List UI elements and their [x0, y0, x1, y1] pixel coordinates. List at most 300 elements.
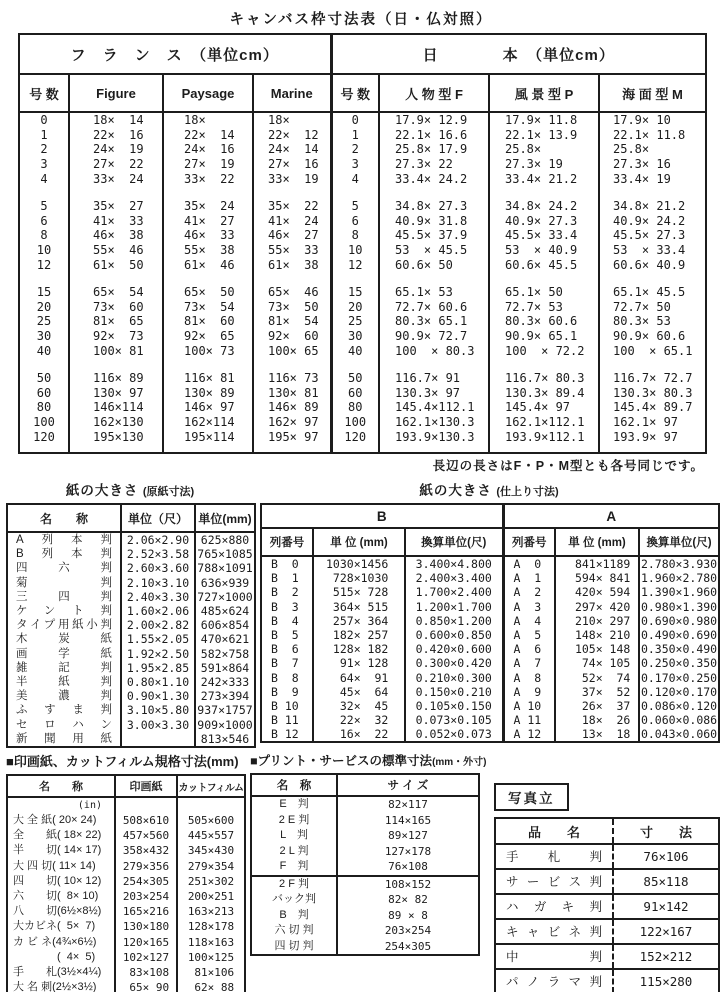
mm-size-cell: 594× 841 [555, 571, 639, 585]
stand-size-cell: 91×142 [613, 894, 719, 919]
size-number-cell: 100 [331, 415, 379, 430]
size-number-cell: 60 [331, 386, 379, 401]
mm-size-cell: 937×1757 [195, 703, 255, 717]
mm-size-cell: 485×624 [195, 604, 255, 618]
dimension-cell: 73× 54 [163, 300, 253, 315]
mm-size-cell: 22× 32 [313, 713, 405, 727]
dimension-cell: 145.4× 89.7 [599, 400, 706, 415]
dimension-cell: 100× 65 [253, 343, 331, 358]
service-size-cell: 89×127 [337, 828, 479, 844]
size-number-cell: 80 [36, 400, 52, 415]
series-number-cell: B 9 [271, 684, 299, 699]
photo-stand-size-table [494, 817, 720, 992]
stand-size-cell: 122×167 [613, 919, 719, 944]
paper-size-row [7, 618, 255, 632]
dimension-cell: 81× 65 [69, 314, 163, 329]
size-number-cell: 100 [33, 414, 55, 429]
canvas-size-row [19, 314, 706, 329]
finished-column-header: 換算単位(尺) [405, 528, 503, 556]
shaku-size-cell: 2.60×3.60 [121, 561, 195, 575]
dimension-cell: 34.8× 21.2 [599, 199, 706, 214]
mm-size-cell: 1030×1456 [313, 556, 405, 571]
stand-size-cell: 115×280 [613, 969, 719, 992]
dimension-cell: 25.8× 17.9 [379, 142, 489, 157]
dimension-cell: 33× 24 [69, 171, 163, 186]
paper-name-cell: セロハン [16, 718, 112, 731]
size-number-cell: 30 [331, 329, 379, 344]
photo-stand-column-header: 寸 法 [613, 818, 719, 844]
spacer-cell [331, 272, 379, 285]
dimension-cell: 92× 65 [163, 329, 253, 344]
finished-size-row [261, 727, 719, 742]
photo-print-section [6, 751, 244, 992]
shaku-size-cell: 2.10×3.10 [121, 576, 195, 590]
size-number-cell: 3 [331, 157, 379, 172]
dimension-cell: 35× 24 [163, 199, 253, 214]
dimension-cell: 53 × 33.4 [599, 243, 706, 258]
dimension-cell: 72.7× 53 [489, 300, 599, 315]
dimension-cell: 17.9× 10 [599, 112, 706, 128]
dimension-cell: 17.9× 11.8 [489, 112, 599, 128]
print-service-row [251, 908, 479, 924]
series-number-cell: B 5 [271, 628, 299, 643]
dimension-cell: 60.6× 50 [379, 257, 489, 272]
paper-size-cell: 457×560 [115, 828, 177, 843]
dimension-cell: 162×130 [69, 415, 163, 430]
service-size-cell: 114×165 [337, 813, 479, 829]
canvas-size-row [19, 285, 706, 300]
size-number-cell: 4 [331, 171, 379, 186]
spacer-cell [379, 358, 489, 371]
service-size-cell: 82×117 [337, 796, 479, 813]
film-size-cell: 279×354 [177, 859, 245, 874]
mm-size-cell: 591×864 [195, 661, 255, 675]
dimension-cell: 22.1× 16.6 [379, 128, 489, 143]
spacer-cell [331, 186, 379, 199]
shaku-size-cell: 0.210×0.300 [405, 671, 503, 685]
mm-size-cell: 37× 52 [555, 685, 639, 699]
size-number-cell: 10 [331, 243, 379, 258]
empty-cell [115, 797, 177, 813]
size-number-cell: 8 [40, 228, 48, 243]
dimension-cell: 100× 81 [69, 343, 163, 358]
dimension-cell: 92× 60 [253, 329, 331, 344]
stand-name-cell: キャビネ判 [495, 919, 613, 944]
print-name-cell: 八 切(6½×8½) [13, 905, 102, 918]
dimension-cell: 65.1× 53 [379, 285, 489, 300]
shaku-size-cell: 1.700×2.400 [405, 585, 503, 599]
dimension-cell: 73× 50 [253, 300, 331, 315]
dimension-cell: 130× 81 [253, 386, 331, 401]
dimension-cell: 22.1× 13.9 [489, 128, 599, 143]
shaku-size-cell: 1.200×1.700 [405, 600, 503, 614]
paper-name-cell: 美濃判 [16, 690, 112, 703]
raw-paper-header-row [7, 504, 255, 532]
size-number-cell: 1 [40, 127, 48, 142]
spacer-cell [489, 186, 599, 199]
dimension-cell: 92× 73 [69, 329, 163, 344]
paper-size-cell: 508×610 [115, 813, 177, 828]
finished-paper-size-table [260, 503, 720, 743]
dimension-cell: 61× 46 [163, 257, 253, 272]
dimension-cell: 130× 89 [163, 386, 253, 401]
service-name-cell: 2 F 判 [251, 876, 337, 893]
dimension-cell: 41× 27 [163, 214, 253, 229]
spacer-cell [19, 186, 69, 199]
print-name-cell: 半 切( 14× 17) [13, 844, 102, 857]
shaku-size-cell: 2.780×3.930 [640, 557, 718, 572]
japan-header: 日 本 （単位cm） [331, 34, 706, 74]
dimension-cell: 60.6× 40.9 [599, 257, 706, 272]
dimension-cell: 27.3× 19 [489, 157, 599, 172]
mm-size-cell: 606×854 [195, 618, 255, 632]
print-name-cell: 大 四 切( 11× 14) [13, 859, 96, 872]
shaku-size-cell: 3.10×5.80 [121, 703, 195, 717]
paper-size-cell: 279×356 [115, 859, 177, 874]
mm-size-cell: 182× 257 [313, 628, 405, 642]
canvas-size-row [19, 199, 706, 214]
shaku-size-cell: 0.300×0.420 [405, 656, 503, 670]
dimension-cell: 195×114 [163, 429, 253, 444]
stand-name-cell: サービス判 [495, 869, 613, 894]
shaku-size-cell: 0.073×0.105 [405, 713, 503, 727]
photo-print-row [7, 889, 245, 904]
photo-print-row [7, 813, 245, 828]
dimension-cell: 65× 50 [163, 285, 253, 300]
shaku-size-cell: 0.250×0.350 [640, 656, 718, 671]
dimension-cell: 130× 97 [69, 386, 163, 401]
mm-size-cell: 128× 182 [313, 642, 405, 656]
mm-size-cell: 74× 105 [555, 656, 639, 670]
print-service-row [251, 892, 479, 908]
print-name-cell: ( 4× 5) [13, 950, 96, 963]
paper-name-cell: A列本判 [16, 534, 112, 547]
dimension-cell: 22× 12 [253, 128, 331, 143]
raw-paper-size-table [6, 503, 256, 748]
canvas-column-header: Figure [69, 74, 163, 112]
dimension-cell: 72.7× 60.6 [379, 300, 489, 315]
mm-size-cell: 765×1085 [195, 547, 255, 561]
stand-name-cell: ハ ガ キ 判 [495, 894, 613, 919]
finished-column-header: 単 位 (mm) [555, 528, 639, 556]
paper-size-row [7, 576, 255, 590]
dimension-cell: 72.7× 50 [599, 300, 706, 315]
series-number-cell: B 12 [271, 727, 299, 742]
shaku-size-cell: 1.60×2.06 [121, 604, 195, 618]
mm-size-cell: 515× 728 [313, 585, 405, 599]
dimension-cell: 40.9× 27.3 [489, 214, 599, 229]
paper-name-cell: ふすま判 [16, 704, 112, 717]
shaku-size-cell: 1.92×2.50 [121, 647, 195, 661]
dimension-cell: 34.8× 24.2 [489, 199, 599, 214]
paper-size-cell: 254×305 [115, 874, 177, 889]
canvas-size-row [19, 157, 706, 172]
canvas-table-body [19, 112, 706, 453]
mm-size-cell: 210× 297 [555, 614, 639, 628]
dimension-cell: 65× 46 [253, 285, 331, 300]
paper-name-cell: 画学紙 [16, 647, 112, 660]
service-name-cell: E 判 [279, 798, 309, 811]
canvas-column-header: 人 物 型 F [379, 74, 489, 112]
series-number-cell: A 11 [503, 713, 555, 727]
canvas-size-row [19, 343, 706, 358]
film-size-cell: 100×125 [177, 950, 245, 965]
print-service-title [250, 751, 487, 769]
france-header: フ ラ ン ス （単位cm） [19, 34, 331, 74]
finished-size-row [261, 713, 719, 727]
size-number-cell: 30 [36, 329, 52, 344]
dimension-cell: 33× 19 [253, 171, 331, 186]
dimension-cell: 146× 89 [253, 400, 331, 415]
mm-size-cell: 26× 37 [555, 699, 639, 713]
mm-size-cell: 636×939 [195, 576, 255, 590]
size-number-cell: 15 [36, 285, 52, 300]
size-number-cell: 120 [331, 429, 379, 444]
shaku-size-cell: 0.80×1.10 [121, 675, 195, 689]
shaku-size-cell: 2.00×2.82 [121, 618, 195, 632]
shaku-size-cell: 0.350×0.490 [640, 642, 718, 657]
shaku-size-cell: 0.420×0.600 [405, 642, 503, 656]
photo-stand-label: 写真立 [494, 783, 569, 811]
film-size-cell: 200×251 [177, 889, 245, 904]
dimension-cell: 81× 54 [253, 314, 331, 329]
finished-column-header: 列番号 [503, 528, 555, 556]
paper-size-cell: 83×108 [115, 965, 177, 980]
shaku-size-cell: 0.060×0.086 [640, 713, 718, 728]
spacer-cell [599, 186, 706, 199]
size-number-cell: 5 [331, 199, 379, 214]
mm-size-cell: 64× 91 [313, 671, 405, 685]
finished-column-header: 列番号 [261, 528, 313, 556]
photo-print-row [7, 874, 245, 889]
print-service-table-body [251, 796, 479, 955]
dimension-cell: 27.3× 16 [599, 157, 706, 172]
spacer-cell [253, 444, 331, 453]
dimension-cell: 55× 38 [163, 243, 253, 258]
paper-size-cell: 165×216 [115, 904, 177, 919]
shaku-size-cell: 2.52×3.58 [121, 547, 195, 561]
mm-size-cell: 813×546 [195, 732, 255, 747]
finished-size-row [261, 656, 719, 670]
dimension-cell: 45.5× 37.9 [379, 228, 489, 243]
dimension-cell: 100 × 65.1 [599, 343, 706, 358]
paper-name-cell: 新聞用紙 [16, 732, 112, 745]
spacer-cell [379, 186, 489, 199]
dimension-cell: 24× 19 [69, 142, 163, 157]
canvas-size-row [19, 400, 706, 415]
print-name-cell: 全 紙( 18× 22) [13, 829, 102, 842]
dimension-cell: 27.3× 22 [379, 157, 489, 172]
dimension-cell: 46× 33 [163, 228, 253, 243]
photo-stand-row [495, 844, 719, 869]
dimension-cell: 25.8× [489, 142, 599, 157]
print-name-cell: カ ビ ネ(4¾×6½) [13, 935, 97, 948]
spacer-cell [69, 444, 163, 453]
raw-paper-title [6, 479, 254, 500]
size-number-cell: 20 [331, 300, 379, 315]
dimension-cell: 46× 38 [69, 228, 163, 243]
dimension-cell: 27× 22 [69, 157, 163, 172]
dimension-cell: 55× 33 [253, 243, 331, 258]
spacer-cell [19, 444, 69, 453]
canvas-size-table [18, 33, 707, 454]
dimension-cell: 22× 14 [163, 128, 253, 143]
size-number-cell: 5 [40, 199, 48, 214]
service-size-cell: 82× 82 [337, 892, 479, 908]
mm-size-cell: 841×1189 [555, 556, 639, 571]
dimension-cell: 193.9× 97 [599, 429, 706, 444]
finished-paper-size-section [260, 479, 718, 743]
mm-size-cell: 91× 128 [313, 656, 405, 670]
dimension-cell: 18× 14 [69, 112, 163, 128]
size-number-cell: 40 [331, 343, 379, 358]
dimension-cell: 146×114 [69, 400, 163, 415]
series-number-cell: B 7 [271, 656, 299, 671]
series-number-cell: A 6 [503, 642, 555, 656]
dimension-cell: 46× 27 [253, 228, 331, 243]
size-number-cell: 3 [40, 157, 48, 172]
service-size-cell: 254×305 [337, 939, 479, 956]
shaku-size-cell: 2.400×3.400 [405, 571, 503, 585]
dimension-cell: 116× 73 [253, 371, 331, 386]
dimension-cell: 33.4× 19 [599, 171, 706, 186]
paper-name-cell: 雑記判 [16, 661, 112, 674]
raw-paper-column-header: 単位（尺） [121, 504, 195, 532]
spacer-cell [489, 272, 599, 285]
dimension-cell: 195×130 [69, 429, 163, 444]
service-size-cell: 108×152 [337, 876, 479, 893]
photo-print-row [7, 843, 245, 858]
dimension-cell: 53 × 40.9 [489, 243, 599, 258]
dimension-cell: 33.4× 21.2 [489, 171, 599, 186]
series-number-cell: A 1 [503, 571, 555, 585]
stand-name-cell: 中 判 [495, 944, 613, 969]
film-size-cell: 505×600 [177, 813, 245, 828]
dimension-cell: 130.3× 97 [379, 386, 489, 401]
finished-paper-title-sub: (仕上り寸法) [496, 486, 559, 498]
dimension-cell: 116.7× 80.3 [489, 371, 599, 386]
spacer-cell [163, 186, 253, 199]
canvas-column-header: 号 数 [19, 74, 69, 112]
spacer-cell [331, 358, 379, 371]
country-header-row [19, 34, 706, 74]
shaku-size-cell: 0.086×0.120 [640, 698, 718, 713]
dimension-cell: 80.3× 53 [599, 314, 706, 329]
shaku-size-cell: 0.490×0.690 [640, 628, 718, 643]
dimension-cell: 130.3× 89.4 [489, 386, 599, 401]
dimension-cell: 35× 27 [69, 199, 163, 214]
shaku-size-cell: 0.105×0.150 [405, 699, 503, 713]
paper-size-cell: 203×254 [115, 889, 177, 904]
dimension-cell: 60.6× 45.5 [489, 257, 599, 272]
size-number-cell: 6 [331, 214, 379, 229]
series-number-cell: B 8 [271, 670, 299, 685]
size-number-cell: 2 [331, 142, 379, 157]
shaku-size-cell: 0.980×1.390 [640, 599, 718, 614]
finished-size-row [261, 585, 719, 599]
spacer-cell [253, 272, 331, 285]
dimension-cell: 100 × 72.2 [489, 343, 599, 358]
dimension-cell: 25.8× [599, 142, 706, 157]
print-name-cell: 六 切( 8× 10) [13, 890, 99, 903]
inch-unit-label: (in) [77, 800, 102, 811]
photo-print-row [7, 965, 245, 980]
size-number-cell: 20 [36, 299, 52, 314]
spacer-cell [69, 358, 163, 371]
photo-print-column-header: 印画紙 [115, 775, 177, 797]
dimension-cell: 145.4× 97 [489, 400, 599, 415]
stand-name-cell: パノラマ判 [495, 969, 613, 992]
finished-paper-table-body [261, 556, 719, 742]
series-number-cell: B 2 [271, 585, 299, 600]
paper-size-cell: 65× 90 [115, 980, 177, 992]
series-a-header: A [503, 504, 719, 528]
canvas-size-row [19, 429, 706, 444]
canvas-table-note: 長辺の長さはF・P・M型とも各号同じです。 [432, 459, 704, 473]
service-name-cell: B 判 [279, 908, 309, 921]
shaku-size-cell: 1.960×2.780 [640, 571, 718, 586]
canvas-size-row [19, 112, 706, 128]
dimension-cell: 45.5× 27.3 [599, 228, 706, 243]
dimension-cell: 65.1× 45.5 [599, 285, 706, 300]
spacer-cell [19, 358, 69, 371]
paper-size-row [7, 661, 255, 675]
dimension-cell: 116.7× 72.7 [599, 371, 706, 386]
spacer-cell [331, 444, 379, 453]
print-service-row [251, 859, 479, 876]
dimension-cell: 81× 60 [163, 314, 253, 329]
dimension-cell: 116× 81 [163, 371, 253, 386]
dimension-cell: 24× 14 [253, 142, 331, 157]
shaku-size-cell: 2.06×2.90 [121, 532, 195, 547]
group-gap-row [19, 358, 706, 371]
paper-name-cell: 三四判 [16, 590, 112, 603]
service-name-cell: 2 L 判 [279, 844, 309, 857]
photo-stand-row [495, 894, 719, 919]
print-name-cell: 大 全 紙( 20× 24) [13, 814, 97, 827]
finished-size-row [261, 671, 719, 685]
film-size-cell: 251×302 [177, 874, 245, 889]
series-header-row [261, 504, 719, 528]
series-number-cell: A 3 [503, 600, 555, 614]
mm-size-cell: 364× 515 [313, 600, 405, 614]
series-number-cell: A 10 [503, 699, 555, 713]
film-size-cell: 345×430 [177, 843, 245, 858]
size-number-cell: 15 [331, 285, 379, 300]
dimension-cell: 73× 60 [69, 300, 163, 315]
photo-print-row [7, 828, 245, 843]
empty-cell [177, 797, 245, 813]
size-number-cell: 2 [40, 142, 48, 157]
finished-paper-title [260, 479, 718, 500]
photo-stand-row [495, 869, 719, 894]
canvas-column-header: 号 数 [331, 74, 379, 112]
paper-name-cell: 四六判 [16, 562, 112, 575]
shaku-size-cell: 0.043×0.060 [640, 727, 718, 742]
film-size-cell: 118×163 [177, 935, 245, 950]
shaku-size-cell: 0.052×0.073 [405, 727, 503, 742]
print-service-row [251, 939, 479, 956]
dimension-cell: 53 × 45.5 [379, 243, 489, 258]
print-service-column-header: サ イ ズ [337, 774, 479, 796]
finished-size-row [261, 600, 719, 614]
group-gap-row [19, 186, 706, 199]
paper-size-row [7, 632, 255, 646]
raw-paper-column-header: 単位(mm) [195, 504, 255, 532]
service-name-cell: 六 切 判 [274, 924, 314, 937]
finished-size-row [261, 699, 719, 713]
photo-stand-row [495, 944, 719, 969]
